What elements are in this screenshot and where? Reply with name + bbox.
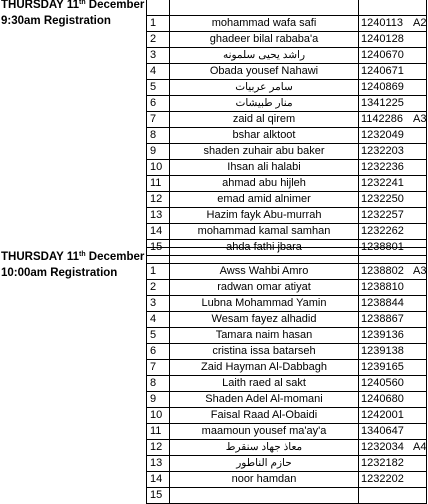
row-number-cell: 5 — [147, 328, 170, 344]
row-number-cell: 1 — [147, 16, 170, 32]
row-number-cell: 11 — [147, 176, 170, 192]
table-row — [147, 456, 427, 472]
row-number-cell: 2 — [147, 32, 170, 48]
row-number-cell: 12 — [147, 192, 170, 208]
room-cell — [411, 208, 427, 224]
student-id-cell: 1232241 — [359, 176, 412, 192]
student-id-cell: 1239165 — [359, 360, 412, 376]
table-row — [147, 192, 427, 208]
student-id-cell: 1238801 — [359, 240, 412, 256]
table-row — [147, 280, 427, 296]
student-name-cell: emad amid alnimer — [170, 192, 359, 208]
student-name-cell: Faisal Raad Al-Obaidi — [170, 408, 359, 424]
student-id-cell: 1340647 — [359, 424, 412, 440]
table-row — [147, 344, 427, 360]
student-id-cell: 1240869 — [359, 80, 412, 96]
room-cell — [411, 312, 427, 328]
student-name-cell: منار طبيشات — [170, 96, 359, 112]
student-name-cell: ahmad abu hijleh — [170, 176, 359, 192]
row-number-cell: 9 — [147, 144, 170, 160]
room-cell — [411, 488, 427, 504]
table-row — [147, 440, 427, 456]
row-number-cell: 8 — [147, 128, 170, 144]
student-id-cell: 1232182 — [359, 456, 412, 472]
student-name-cell: Obada yousef Nahawi — [170, 64, 359, 80]
table-row — [147, 488, 427, 504]
student-name-cell: maamoun yousef ma'ay'a — [170, 424, 359, 440]
student-name-cell: Laith raed al sakt — [170, 376, 359, 392]
table-row — [147, 328, 427, 344]
student-name-cell — [170, 488, 359, 504]
student-name-cell: zaid al qirem — [170, 112, 359, 128]
row-number-cell: 15 — [147, 240, 170, 256]
student-id-cell: 1240113 — [359, 16, 412, 32]
student-id-cell: 1232034 — [359, 440, 412, 456]
student-id-cell: 1232202 — [359, 472, 412, 488]
row-number-cell: 7 — [147, 360, 170, 376]
student-name-cell: cristina issa batarseh — [170, 344, 359, 360]
row-number-cell: 1 — [147, 264, 170, 280]
student-id-cell: 1238810 — [359, 280, 412, 296]
room-cell — [411, 392, 427, 408]
row-number-cell: 4 — [147, 312, 170, 328]
row-number-cell: 3 — [147, 48, 170, 64]
row-number-cell: 3 — [147, 296, 170, 312]
room-cell — [411, 128, 427, 144]
student-name-cell: mohammad wafa safi — [170, 16, 359, 32]
student-name-cell: shaden zuhair abu baker — [170, 144, 359, 160]
room-cell — [411, 64, 427, 80]
room-cell — [411, 360, 427, 376]
student-id-cell: 1232250 — [359, 192, 412, 208]
room-cell — [411, 344, 427, 360]
row-number-cell: 6 — [147, 96, 170, 112]
student-id-cell: 1232203 — [359, 144, 412, 160]
student-id-cell: 1240680 — [359, 392, 412, 408]
room-cell: A4 — [411, 440, 427, 456]
student-name-cell: سامر عربيات — [170, 80, 359, 96]
table-row — [147, 312, 427, 328]
room-cell: A3 — [411, 112, 427, 128]
table-row — [147, 424, 427, 440]
student-id-cell: 1142286 — [359, 112, 412, 128]
row-number-cell: 2 — [147, 280, 170, 296]
row-number-cell: 13 — [147, 208, 170, 224]
student-id-cell: 1232236 — [359, 160, 412, 176]
blank-row — [147, 248, 427, 264]
row-number-cell: 13 — [147, 456, 170, 472]
room-cell — [411, 32, 427, 48]
student-id-cell: 1238867 — [359, 312, 412, 328]
student-id-cell: 1239138 — [359, 344, 412, 360]
student-id-cell: 1232257 — [359, 208, 412, 224]
room-cell — [411, 80, 427, 96]
student-name-cell: معاذ جهاد سنقرط — [170, 440, 359, 456]
row-number-cell: 7 — [147, 112, 170, 128]
row-number-cell: 11 — [147, 424, 170, 440]
blank-cell — [147, 248, 170, 264]
blank-row — [147, 0, 427, 16]
table-row — [147, 32, 427, 48]
row-number-cell: 12 — [147, 440, 170, 456]
room-cell — [411, 192, 427, 208]
room-cell — [411, 408, 427, 424]
room-cell — [411, 48, 427, 64]
row-number-cell: 10 — [147, 160, 170, 176]
student-name-cell: راشد يحيى سلمونه — [170, 48, 359, 64]
room-cell — [411, 280, 427, 296]
student-name-cell: ahda fathi jbara — [170, 240, 359, 256]
table-row — [147, 128, 427, 144]
blank-cell — [411, 0, 427, 16]
table-row — [147, 112, 427, 128]
table-row — [147, 296, 427, 312]
session-2-time-label: 10:00am Registration — [1, 267, 118, 279]
row-number-cell: 14 — [147, 224, 170, 240]
room-cell — [411, 160, 427, 176]
student-name-cell: Ihsan ali halabi — [170, 160, 359, 176]
room-cell: A3 — [411, 264, 427, 280]
student-id-cell: 1240560 — [359, 376, 412, 392]
row-number-cell: 10 — [147, 408, 170, 424]
student-id-cell — [359, 488, 412, 504]
student-name-cell: Lubna Mohammad Yamin — [170, 296, 359, 312]
student-name-cell: radwan omar atiyat — [170, 280, 359, 296]
table-row — [147, 392, 427, 408]
student-name-cell: bshar alktoot — [170, 128, 359, 144]
student-name-cell: Tamara naim hasan — [170, 328, 359, 344]
table-row — [147, 472, 427, 488]
room-cell — [411, 456, 427, 472]
row-number-cell: 14 — [147, 472, 170, 488]
table-row — [147, 376, 427, 392]
table-row — [147, 96, 427, 112]
table-row — [147, 264, 427, 280]
room-cell — [411, 424, 427, 440]
student-id-cell: 1238844 — [359, 296, 412, 312]
blank-cell — [170, 0, 359, 16]
student-name-cell: Wesam fayez alhadid — [170, 312, 359, 328]
student-name-cell: Zaid Hayman Al-Dabbagh — [170, 360, 359, 376]
room-cell — [411, 472, 427, 488]
room-cell — [411, 96, 427, 112]
room-cell — [411, 376, 427, 392]
room-cell — [411, 176, 427, 192]
room-cell — [411, 296, 427, 312]
student-id-cell: 1239136 — [359, 328, 412, 344]
blank-cell — [170, 248, 359, 264]
student-name-cell: noor hamdan — [170, 472, 359, 488]
row-number-cell: 15 — [147, 488, 170, 504]
table-row — [147, 16, 427, 32]
student-name-cell: Awss Wahbi Amro — [170, 264, 359, 280]
table-row — [147, 176, 427, 192]
student-name-cell: mohammad kamal samhan — [170, 224, 359, 240]
table-row — [147, 80, 427, 96]
student-name-cell: Shaden Adel Al-momani — [170, 392, 359, 408]
table-row — [147, 160, 427, 176]
table-row — [147, 224, 427, 240]
session-1-table — [146, 0, 427, 256]
blank-cell — [411, 248, 427, 264]
blank-cell — [359, 0, 412, 16]
student-name-cell: Hazim fayk Abu-murrah — [170, 208, 359, 224]
session-1-time-label: 9:30am Registration — [1, 15, 111, 27]
room-cell — [411, 224, 427, 240]
row-number-cell: 8 — [147, 376, 170, 392]
room-cell — [411, 144, 427, 160]
session-1-day-header: THURSDAY 11th December — [1, 0, 145, 11]
table-row — [147, 48, 427, 64]
table-row — [147, 144, 427, 160]
row-number-cell: 6 — [147, 344, 170, 360]
student-name-cell: ghadeer bilal rababa'a — [170, 32, 359, 48]
student-name-cell: حازم الناطور — [170, 456, 359, 472]
student-id-cell: 1238802 — [359, 264, 412, 280]
table-row — [147, 64, 427, 80]
session-2-day-header: THURSDAY 11th December — [1, 251, 145, 263]
student-id-cell: 1240128 — [359, 32, 412, 48]
table-row — [147, 360, 427, 376]
student-id-cell: 1240670 — [359, 48, 412, 64]
student-id-cell: 1240671 — [359, 64, 412, 80]
table-row — [147, 208, 427, 224]
row-number-cell: 5 — [147, 80, 170, 96]
blank-cell — [359, 248, 412, 264]
student-id-cell: 1232262 — [359, 224, 412, 240]
table-row — [147, 408, 427, 424]
student-id-cell: 1242001 — [359, 408, 412, 424]
student-id-cell: 1232049 — [359, 128, 412, 144]
room-cell: A2 — [411, 16, 427, 32]
row-number-cell: 9 — [147, 392, 170, 408]
session-2-table — [146, 247, 427, 504]
blank-cell — [147, 0, 170, 16]
student-id-cell: 1341225 — [359, 96, 412, 112]
row-number-cell: 4 — [147, 64, 170, 80]
room-cell — [411, 328, 427, 344]
